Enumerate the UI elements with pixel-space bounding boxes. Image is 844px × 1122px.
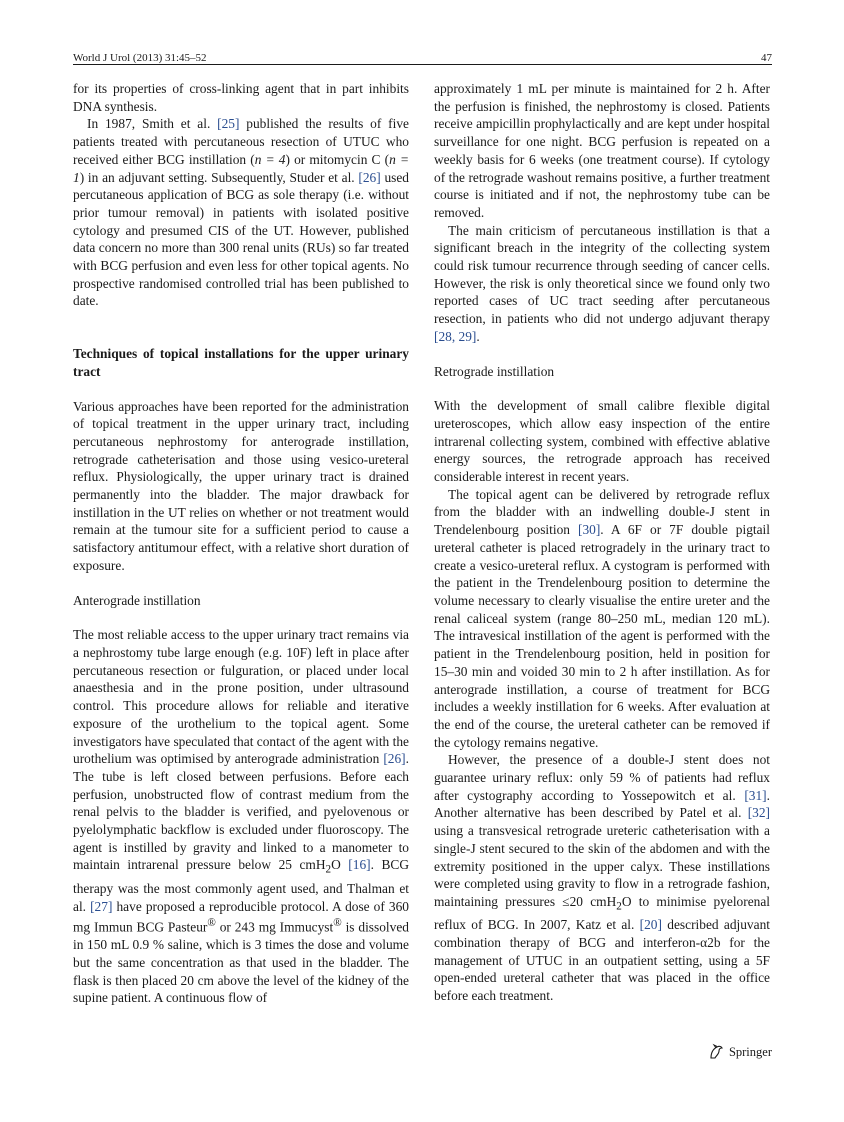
- paragraph-reflux: The topical agent can be delivered by retrograde reflux from the bladder with an indwelling double-J stent in Trendelenbourg position [30]. A 6F or 7F double pigtail ureteral catheter is placed retrogradely in the urinary tract to create a vesico-ureteral reflux. A cystogram is performed with the patient in the Trendelenbourg position to determine the volume necessary to clearly visualise the entire ureter and the renal caliceal system (range 80–250 mL, median 120 mL). The intravesical instillation of the agent is performed with the patient in the Trendelenbourg position, held in position for 15–30 min and voided 30 min to 2 h after instillation. As for anterograde instillation, a course of treatment for BCG includes a weekly instillation for 6 weeks. After evaluation at the end of the course, the ureteral catheter can be removed if the cytology remains negative.: [434, 486, 770, 750]
- paragraph-crosslinking: for its properties of cross-linking agent that in part inhibits DNA synthesis.: [73, 81, 409, 114]
- publisher-footer: [707, 1043, 772, 1061]
- citation-link[interactable]: [32]: [747, 805, 770, 821]
- springer-horse-icon: [707, 1043, 725, 1061]
- citation-link[interactable]: [25]: [217, 116, 240, 132]
- paragraph-perfusion: approximately 1 mL per minute is maintained for 2 h. After the perfusion is finished, the nephrostomy is closed. Patients receive ampicillin prophylactically and are kept under hospital surveillance for one night. BCG perfusion is repeated on a weekly basis for 6 weeks (one treatment course). If cytology of the retrograde washout remains positive, a further treatment course is initiated and if not, the nephrostomy tube can be removed.: [434, 81, 770, 220]
- citation-link[interactable]: [30]: [577, 522, 601, 538]
- journal-citation: World J Urol (2013) 31:45–52: [73, 52, 207, 64]
- paragraph-ureteroscopes: With the development of small calibre flexible digital ureteroscopes, which allow easy inspection of the entire intrarenal collecting system, combined with effective ablative energy sources, the retrograde approach has received considerable interest in recent years.: [434, 398, 770, 485]
- page-number: 47: [761, 52, 772, 64]
- citation-link[interactable]: [27]: [90, 898, 113, 914]
- running-header: [73, 44, 772, 64]
- header-rule: [73, 64, 772, 65]
- citation-link[interactable]: [26]: [358, 169, 381, 185]
- citation-link[interactable]: [20]: [639, 917, 662, 933]
- citation-link[interactable]: [31]: [744, 787, 767, 803]
- subsection-heading-anterograde: Anterograde instillation: [73, 592, 201, 608]
- left-column: [73, 80, 409, 1007]
- paragraph-nephrostomy: The most reliable access to the upper urinary tract remains via a nephrostomy tube large enough (e.g. 10F) left in place after percutaneous resection or fulguration, or placed under local anaesthesia and in the prone position, under ultrasound control. This procedure allows for reliable and iterative exposure of the urothelium to the topical agent. Some investigators have speculated that contact of the agent with the urothelium was optimised by anterograde administration [26]. The tube is left closed between perfusions. Before each perfusion, unobstructed flow of contrast medium from the renal pelvis to the bladder is verified, and pyelovenous or pyelolymphatic backflow is excluded under fluoroscopy. The agent is instilled by gravity and linked to a manometer to maintain intrarenal pressure below 25 cmH$_2$O [16]. BCG therapy was the most commonly agent used, and Thalman et al. [27] have proposed a reproducible protocol. A dose of 360 mg Immun BCG Pasteur® or 243 mg Immucyst® is dissolved in 150 mL 0.9 % saline, which is 3 times the dose and volume but the same concentration as that used in the bladder. The flask is then placed 20 cm above the level of the kidney of the supine patient. A continuous flow of: [73, 627, 410, 1006]
- right-column: [434, 80, 770, 1005]
- paragraph-criticism: The main criticism of percutaneous instillation is that a significant breach in the integrity of the collecting system could risk tumour recurrence through seeding of cancer cells. However, the risk is only theoretical since we found only two reported cases of UC tract seeding after percutaneous resection, in patients who did not undergo adjuvant therapy [28, 29].: [434, 222, 770, 344]
- paragraph-double-j: However, the presence of a double-J stent does not guarantee urinary reflux: only 59 % of patients had reflux after cystography according to Yossepowitch et al. [31]. Another alternative has been described by Patel et al. [32] using a transvesical retrograde ureteric catheterisation with a single-J stent secured to the skin of the abdomen and with the extremity positioned in the upper calyx. These instillations were completed using gravity to flow in a retrograde fashion, maintaining pressures ≤20 cmH$_2$O to minimise pyelorenal reflux of BCG. In 2007, Katz et al. [20] described adjuvant combination therapy of BCG and interferon-α2b for the management of UTUC in an outpatient setting, using a 5F open-ended ureteral catheter that was placed in the office before each treatment.: [434, 752, 771, 1004]
- citation-link[interactable]: [16]: [348, 857, 371, 873]
- paragraph-smith: In 1987, Smith et al. [25] published the results of five patients treated with percutaneous resection of UTUC who received either BCG instillation (n = 4) or mitomycin C (n = 1) in an adjuvant setting. Subsequently, Studer et al. [26] used percutaneous application of BCG as sole therapy (i.e. without prior tumour removal) in patients with isolated positive cytology and presumed CIS of the UT. However, published data concern no more than 300 renal units (RUs) so far treated with BCG perfusion and even less for other topical agents. No prospective randomised controlled trial has been published to date.: [73, 116, 409, 309]
- subsection-heading-retrograde: Retrograde instillation: [434, 363, 555, 379]
- section-heading: Techniques of topical installations for the upper urinary tract: [73, 346, 409, 379]
- publisher-name: Springer: [728, 1044, 772, 1059]
- paragraph-approaches: Various approaches have been reported for the administration of topical treatment in the upper urinary tract, including percutaneous nephrostomy for anterograde instillation, retrograde catheterisation and those using vesico-ureteral reflux. Physiologically, the upper urinary tract is drained permanently into the bladder. The major drawback for instillation in the UT relies on whether or not treatment would remain at the tumour site for a sufficient period to cause a satisfactory antitumour effect, with a relative short duration of exposure.: [73, 398, 409, 573]
- citation-link[interactable]: [28, 29]: [434, 328, 477, 344]
- citation-link[interactable]: [26]: [383, 751, 406, 767]
